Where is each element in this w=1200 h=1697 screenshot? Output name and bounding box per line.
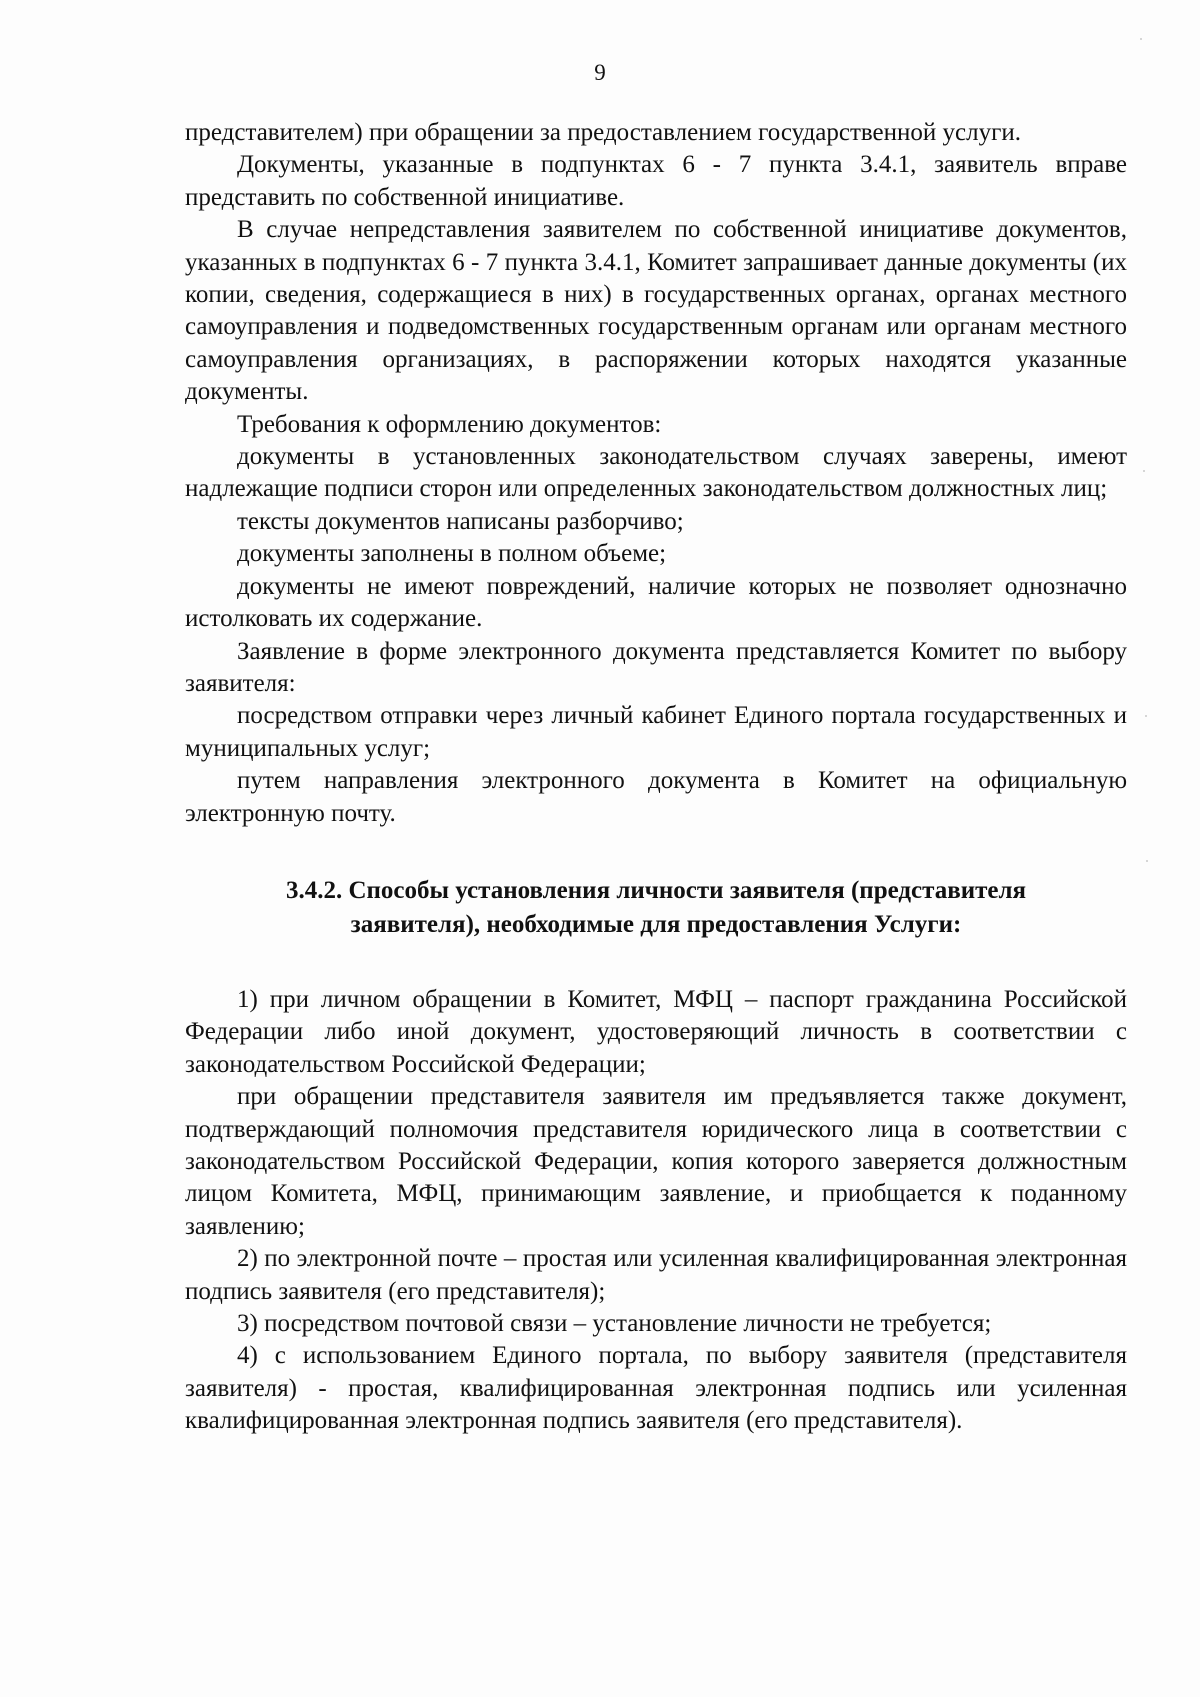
paragraph-item-2-email: 2) по электронной почте – простая или усиленная квалифицированная электронная подпись заявителя (его представителя); (185, 1245, 1127, 1305)
paragraph-requirement-legible: тексты документов написаны разборчиво; (237, 507, 684, 535)
paragraph-item-4-portal: 4) с использованием Единого портала, по выбору заявителя (представителя заявителя) - простая, квалифицированная электронная подпись или усиленная квалифицированная электронная подпись заявителя (его представителя). (185, 1342, 1127, 1435)
scan-speck (1143, 470, 1145, 472)
scan-speck (1145, 715, 1147, 717)
paragraph-via-portal: посредством отправки через личный кабинет Единого портала государственных и муниципальных услуг; (185, 702, 1127, 762)
section-heading-3-4-2 (185, 874, 1127, 942)
paragraph-documents-own-initiative: Документы, указанные в подпунктах 6 - 7 пункта 3.4.1, заявитель вправе представить по собственной инициативе. (185, 151, 1127, 211)
paragraph-item-3-post: 3) посредством почтовой связи – установление личности не требуется; (237, 1310, 992, 1337)
paragraph-requirements-title: Требования к оформлению документов: (237, 410, 662, 438)
paragraph-requirement-certified: документы в установленных законодательством случаях заверены, имеют надлежащие подписи сторон или определенных законодательством должностных лиц; (185, 443, 1127, 503)
paragraph-continuation: представителем) при обращении за предоставлением государственной услуги. (185, 119, 1021, 146)
paragraph-requirement-complete: документы заполнены в полном объеме; (237, 540, 667, 568)
section-heading-line-1: 3.4.2. Способы установления личности заявителя (представителя (285, 876, 1027, 904)
paragraph-requirement-undamaged: документы не имеют повреждений, наличие которых не позволяет однозначно истолковать их содержание. (185, 572, 1127, 633)
paragraph-electronic-application: Заявление в форме электронного документа представляется Комитет по выбору заявителя: (185, 637, 1127, 697)
scan-speck (1140, 38, 1142, 40)
page-number: 9 (594, 60, 606, 85)
scan-speck (1146, 860, 1148, 862)
paragraph-representative: при обращении представителя заявителя им предъявляется также документ, подтверждающий полномочия представителя юридического лица в соответствии с законодательством Российской Федерации, копия которого заверяется должностным лицом Комитета, МФЦ, принимающим заявление, и приобщается к поданному заявлению; (185, 1083, 1127, 1240)
paragraph-committee-request: В случае непредставления заявителем по собственной инициативе документов, указанных в подпунктах 6 - 7 пункта 3.4.1, Комитет запрашивает данные документы (их копии, сведения, содержащиеся в них) в государственных органах, органах местного самоуправления и подведомственных государственным органам или органам местного самоуправления организациях, в распоряжении которых находятся указанные документы. (185, 216, 1127, 406)
document-body (185, 117, 1127, 1438)
paragraph-item-1-personal-visit: 1) при личном обращении в Комитет, МФЦ – паспорт гражданина Российской Федерации либо иной документ, удостоверяющий личность в соответствии с законодательством Российской Федерации; (185, 985, 1127, 1078)
paragraph-via-email: путем направления электронного документа в Комитет на официальную электронную почту. (185, 767, 1127, 827)
section-heading-line-2: заявителя), необходимые для предоставления Услуги: (350, 910, 962, 938)
